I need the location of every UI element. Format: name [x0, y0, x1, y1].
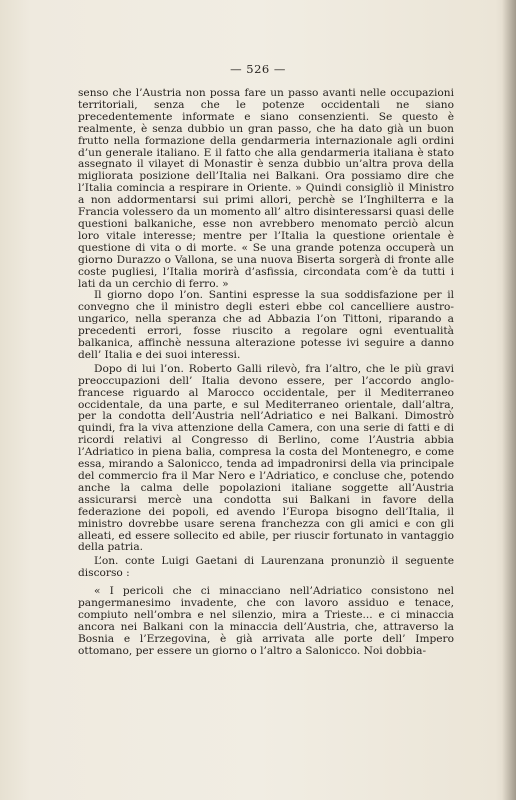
speech-quote: « I pericoli che ci minacciano nell’Adriatico consistono nel pangermanesimo invadente, che con lavoro assiduo e tenace, compiuto nell’ombra e nel silenzio, mira a Trieste... e ci minaccia ancora nei Balkani con la minaccia dell’Austria, che, attraverso la Bosnia e l’Erzegovina, è già arrivata alle porte dell’ Impero ottomano, per essere un giorno o l’altro a Salonicco. Noi dobbia-	[78, 585, 454, 657]
body-text	[78, 88, 454, 658]
paragraph-1: senso che l’Austria non possa fare un passo avanti nelle occupazioni territoriali, senza che le potenze occidentali ne siano precedentemente informate e siano consenzienti. Se questo è realmente, è senza dubbio un gran passo, che ha dato già un buon frutto nella formazione della gendarmeria internazionale agli ordini d’un generale italiano. E il fatto che alla gendarmeria italiana è stato assegnato il vilayet di Monastir è senza dubbio un’altra prova della migliorata posizione dell’Italia nei Balkani. Ora possiamo dire che l’Italia comincia a respirare in Oriente. » Quindi consigliò il Ministro a non addormentarsi sui primi allori, perchè se l’Inghilterra e la Francia volessero da un momento all’ altro disinteressarsi quasi delle questioni balkaniche, esse non avrebbero menomato perciò alcun loro vitale interesse; mentre per l’Italia la questione orientale è questione di vita o di morte. « Se una grande potenza occuperà un giorno Durazzo o Vallona, se una nuova Biserta sorgerà di fronte alle coste pugliesi, l’Italia morirà d’asfissia, circondata com’è da tutti i lati da un cerchio di ferro. »	[78, 87, 454, 290]
page-number: — 526 —	[230, 62, 286, 76]
speech-intro: L’on. conte Luigi Gaetani di Laurenzana pronunziò il seguente discorso :	[78, 555, 454, 580]
page-gutter-shadow	[502, 0, 516, 800]
paragraph-3: Dopo di lui l’on. Roberto Galli rilevò, fra l’altro, che le più gravi preoccupazioni dell’ Italia devono essere, per l’accordo anglo-francese riguardo al Marocco occidentale, per il Mediterraneo occidentale, da una parte, e sul Mediterraneo orientale, dall’altra, per la condotta dell’Austria nell’Adriatico e nei Balkani. Dimostrò quindi, fra la viva attenzione della Camera, con una serie di fatti e di ricordi relativi al Congresso di Berlino, come l’Austria abbia l’Adriatico in piena balia, compresa la costa del Montenegro, e come essa, mirando a Salonicco, tenda ad impadronirsi della via principale del commercio fra il Mar Nero e l’Adriatico, e concluse che, potendo anche la calma delle popolazioni italiane soggette all’Austria assicurarsi mercè una condotta sui Balkani in favore della federazione dei popoli, ed avendo l’Europa bisogno dell’Italia, il ministro dovrebbe usare serena franchezza con gli amici e con gli alleati, ed essere sollecito ed abile, per riuscir fortunato in vantaggio della patria.	[78, 362, 454, 554]
paragraph-2: Il giorno dopo l’on. Santini espresse la sua soddisfazione per il convegno che il ministro degli esteri ebbe col cancelliere austro-ungarico, nella speranza che ad Abbazia l’on Tittoni, riparando a precedenti errori, fosse riuscito a regolare ogni eventualità balkanica, affinchè nessuna alterazione potesse ivi seguire a danno dell’ Italia e dei suoi interessi.	[78, 289, 454, 361]
